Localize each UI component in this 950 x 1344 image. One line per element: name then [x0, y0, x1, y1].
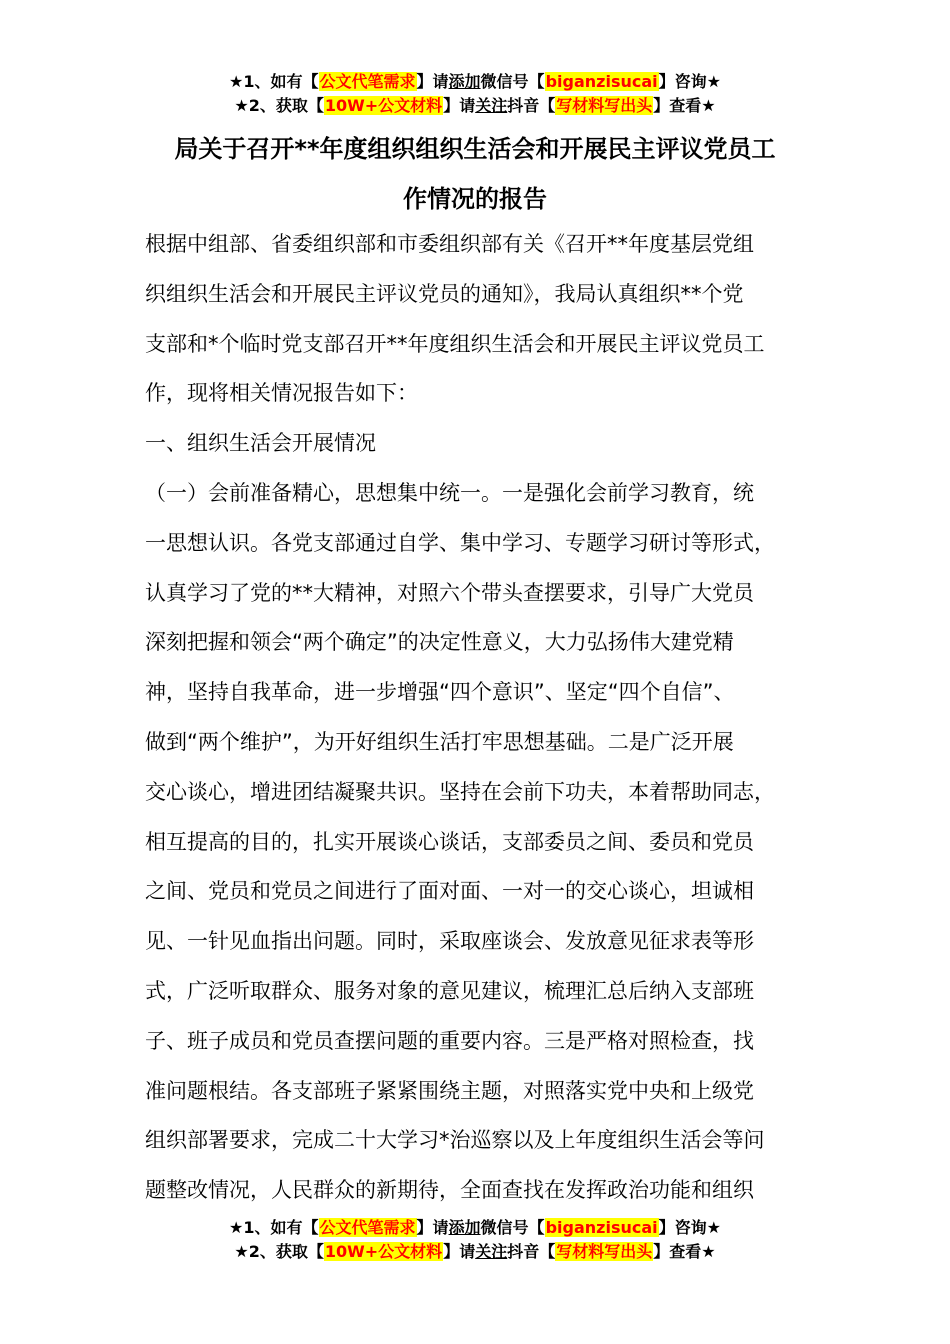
banner-line-1: ★1、如有【公文代笔需求】请添加微信号【biganzisucai】咨询★: [229, 72, 721, 91]
footer-banner: [0, 1216, 950, 1264]
highlight-douyin: 写材料写出头: [556, 96, 653, 115]
highlight-wechat-id: biganzisucai: [545, 72, 658, 91]
body-line-16: 式，广泛听取群众、服务对象的意见建议，梳理汇总后纳入支部班: [145, 978, 754, 1003]
body-line-9: 深刻把握和领会“两个确定”的决定性意义，大力弘扬伟大建党精: [145, 630, 734, 655]
highlight-douyin: 写材料写出头: [556, 1242, 653, 1261]
body-line-3: 支部和*个临时党支部召开**年度组织生活会和开展民主评议党员工: [145, 331, 765, 356]
body-line-12: 交心谈心，增进团结凝聚共识。坚持在会前下功夫，本着帮助同志，: [145, 779, 775, 804]
body-line-11: 做到“两个维护”，为开好组织生活打牢思想基础。二是广泛开展: [145, 729, 734, 754]
body-line-1: 根据中组部、省委组织部和市委组织部有关《召开**年度基层党组: [145, 232, 754, 256]
body-line-13: 相互提高的目的，扎实开展谈心谈话，支部委员之间、委员和党员: [145, 829, 754, 854]
body-line-7: 一思想认识。各党支部通过自学、集中学习、专题学习研讨等形式，: [145, 530, 775, 555]
body-line-8: 认真学习了党的**大精神，对照六个带头查摆要求，引导广大党员: [145, 580, 754, 605]
highlight-wechat-id: biganzisucai: [545, 1218, 658, 1237]
document-body: [145, 220, 835, 1216]
highlight-service: 公文代笔需求: [319, 1218, 416, 1237]
body-line-15: 见、一针见血指出问题。同时，采取座谈会、发放意见征求表等形: [145, 929, 754, 954]
highlight-materials: 10W+公文材料: [324, 1242, 443, 1261]
highlight-service: 公文代笔需求: [319, 72, 416, 91]
title-line-2: 作情况的报告: [403, 185, 547, 213]
body-line-4: 作，现将相关情况报告如下：: [145, 381, 418, 406]
body-line-18: 准问题根结。各支部班子紧紧围绕主题，对照落实党中央和上级党: [145, 1078, 754, 1103]
header-banner: [0, 70, 950, 118]
body-line-2: 织组织生活会和开展民主评议党员的通知》，我局认真组织**个党: [145, 281, 744, 306]
body-line-10: 神，坚持自我革命，进一步增强“四个意识”、坚定“四个自信”、: [145, 680, 735, 705]
document-title: [140, 124, 810, 224]
title-line-1: 局关于召开**年度组织组织生活会和开展民主评议党员工: [174, 135, 776, 163]
body-line-17: 子、班子成员和党员查摆问题的重要内容。三是严格对照检查，找: [145, 1028, 754, 1053]
highlight-materials: 10W+公文材料: [324, 96, 443, 115]
banner-line-2: ★2、获取【10W+公文材料】请关注抖音【写材料写出头】查看★: [234, 96, 716, 115]
body-line-20: 题整改情况，人民群众的新期待，全面查找在发挥政治功能和组织: [145, 1178, 754, 1203]
banner-line-2: ★2、获取【10W+公文材料】请关注抖音【写材料写出头】查看★: [234, 1242, 716, 1261]
body-line-6: （一）会前准备精心，思想集中统一。一是强化会前学习教育，统: [145, 480, 754, 505]
body-line-14: 之间、党员和党员之间进行了面对面、一对一的交心谈心，坦诚相: [145, 879, 754, 904]
section-heading-1: 一、组织生活会开展情况: [145, 431, 376, 456]
body-line-19: 组织部署要求，完成二十大学习*治巡察以及上年度组织生活会等问: [145, 1128, 765, 1153]
banner-line-1: ★1、如有【公文代笔需求】请添加微信号【biganzisucai】咨询★: [229, 1218, 721, 1237]
